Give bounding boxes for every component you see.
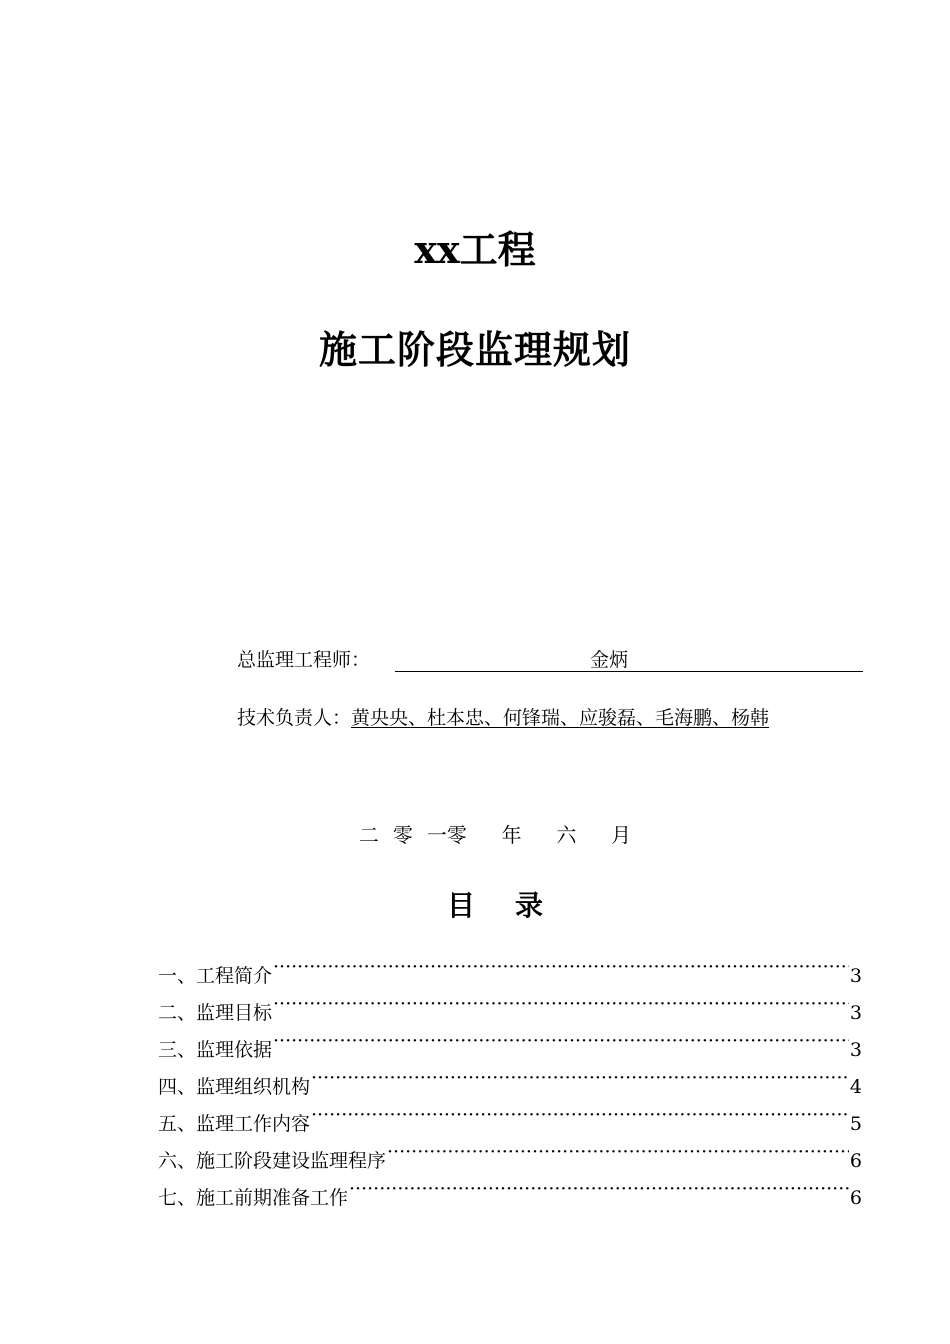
toc-item-page: 6 — [849, 1150, 862, 1172]
date-part: 六 — [556, 823, 577, 847]
technical-lead-row — [237, 703, 769, 733]
toc-item-title: 六、施工阶段建设监理程序 — [158, 1150, 387, 1172]
date-part: 年 — [501, 823, 522, 847]
chief-engineer-field — [395, 645, 863, 672]
document-date — [0, 820, 950, 850]
toc-item[interactable] — [158, 1100, 862, 1137]
toc-leader-dots — [273, 952, 849, 982]
toc-item[interactable] — [158, 1174, 862, 1211]
date-part: 二 — [358, 823, 379, 847]
toc-item-page: 3 — [849, 1039, 862, 1061]
chief-engineer-name: 金炳 — [589, 649, 628, 671]
document-title-plan: 施工阶段监理规划 — [318, 327, 631, 372]
toc-item-title: 一、工程简介 — [158, 965, 273, 987]
document-title-project: xx工程 — [414, 227, 536, 272]
date-part: 一零 — [426, 823, 467, 847]
toc-item-page: 6 — [849, 1187, 862, 1209]
toc-item-page: 3 — [849, 965, 862, 987]
chief-engineer-row — [237, 645, 628, 675]
toc-item-page: 3 — [849, 1002, 862, 1024]
toc-item-title: 二、监理目标 — [158, 1002, 273, 1024]
technical-lead-label: 技术负责人： — [237, 707, 352, 729]
toc-item-title: 三、监理依据 — [158, 1039, 273, 1061]
toc-item[interactable] — [158, 952, 862, 989]
toc-item[interactable] — [158, 989, 862, 1026]
toc-item[interactable] — [158, 1063, 862, 1100]
chief-engineer-label: 总监理工程师： — [237, 649, 371, 671]
toc-item-title: 四、监理组织机构 — [158, 1076, 311, 1098]
toc-heading — [0, 886, 950, 926]
toc-item-title: 五、监理工作内容 — [158, 1113, 311, 1135]
toc-leader-dots — [273, 1026, 849, 1056]
toc-item-page: 4 — [849, 1076, 862, 1098]
toc-leader-dots — [311, 1100, 849, 1130]
toc-leader-dots — [387, 1137, 849, 1167]
toc-heading-char: 录 — [515, 889, 544, 922]
toc-item-page: 5 — [849, 1113, 862, 1135]
toc-item[interactable] — [158, 1026, 862, 1063]
technical-lead-names: 黄央央、杜本忠、何锋瑞、应骏磊、毛海鹏、杨韩 — [351, 707, 770, 729]
table-of-contents — [158, 952, 862, 1211]
toc-leader-dots — [349, 1174, 849, 1204]
toc-leader-dots — [273, 989, 849, 1019]
toc-item-title: 七、施工前期准备工作 — [158, 1187, 349, 1209]
toc-item[interactable] — [158, 1137, 862, 1174]
toc-heading-char: 目 — [446, 889, 475, 922]
date-part: 零 — [392, 823, 413, 847]
date-part: 月 — [611, 823, 632, 847]
toc-leader-dots — [311, 1063, 849, 1093]
